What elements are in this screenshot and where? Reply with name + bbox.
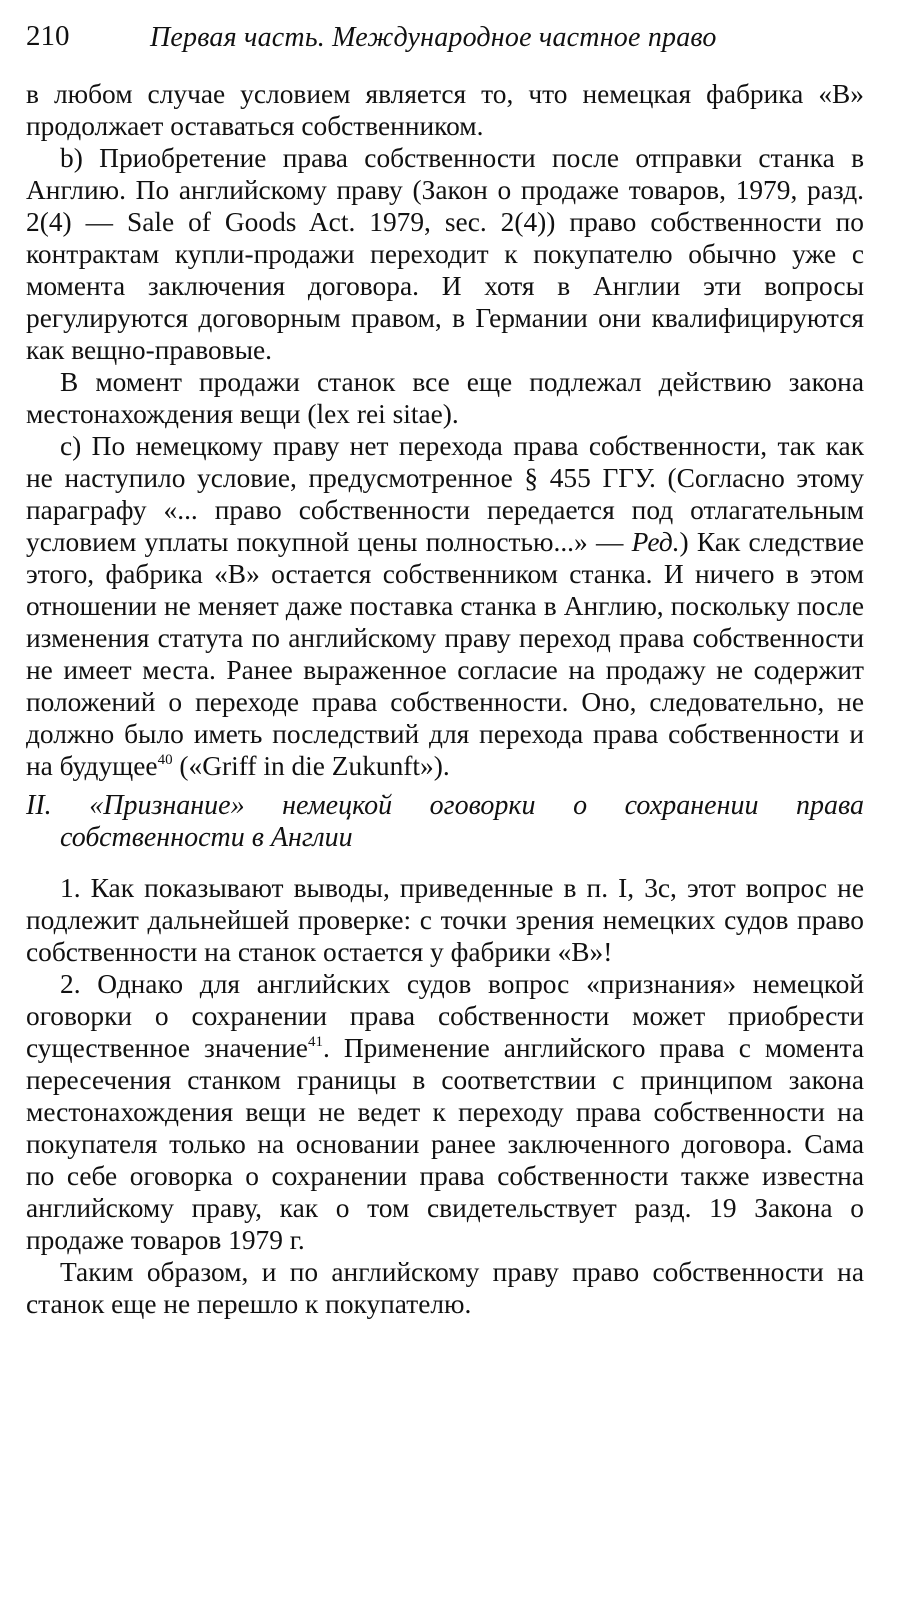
- paragraph-conclusion: Таким образом, и по английскому праву право собственности на станок еще не перешло к покупателю.: [26, 1257, 864, 1319]
- footnote-ref-41[interactable]: 41: [307, 1034, 323, 1050]
- paragraph-c-text-1: c) По немецкому праву нет перехода права собственности, так как не наступило условие, предусмотренное § 455 ГГУ. (Согласно этому параграфу «... право собственности передается под отлагательным условием уплаты покупной цены полностью...» —: [26, 431, 864, 557]
- paragraph-c-text-3: («Griff in die Zukunft»).: [172, 751, 450, 781]
- editor-note: Ред.: [631, 527, 680, 557]
- footnote-ref-40[interactable]: 40: [157, 752, 173, 768]
- paragraph-2-text-2: . Применение английского права с момента пересечения станком границы в соответствии с принципом закона местонахождения вещи не ведет к переходу права собственности на покупателя только на основании ранее заключенного договора. Сама по себе оговорка о сохранении права собственности также известна английскому праву, как о том свидетельствует разд. 19 Закона о продаже товаров 1979 г.: [26, 1033, 864, 1255]
- running-title: Первая часть. Международное частное право: [150, 22, 717, 53]
- running-head: [26, 14, 896, 54]
- paragraph-c-text-2: ) Как следствие этого, фабрика «B» остается собственником станка. И ничего в этом отношении не меняет даже поставка станка в Англию, поскольку после изменения статута по английскому праву переход права собственности не имеет места. Ранее выраженное согласие на продажу не содержит положений о переходе права собственности. Оно, следовательно, не должно было иметь последствий для перехода права собственности и на будущее: [26, 527, 864, 781]
- section-heading: II. «Признание» немецкой оговорки о сохранении права собственности в Англии: [26, 790, 864, 853]
- body-text: [26, 78, 864, 1320]
- paragraph-lex-rei-sitae: В момент продажи станок все еще подлежал действию закона местонахождения вещи (lex rei sitae).: [26, 367, 864, 429]
- paragraph-b: b) Приобретение права собственности после отправки станка в Англию. По английскому праву (Закон о продаже товаров, 1979, разд. 2(4) — Sale of Goods Act. 1979, sec. 2(4)) право собственности по контрактам купли-продажи переходит к покупателю обычно уже с момента заключения договора. И хотя в Англии эти вопросы регулируются договорным правом, в Германии они квалифицируются как вещно-правовые.: [26, 143, 864, 365]
- paragraph-continuation: в любом случае условием является то, что немецкая фабрика «B» продолжает оставаться собственником.: [26, 79, 864, 141]
- paragraph-1: 1. Как показывают выводы, приведенные в п. I, 3c, этот вопрос не подлежит дальнейшей проверке: с точки зрения немецких судов право собственности на станок остается у фабрики «B»!: [26, 873, 864, 967]
- paragraph-2: [26, 968, 864, 1256]
- page-number: 210: [26, 20, 70, 52]
- paragraph-c: [26, 430, 864, 782]
- paragraph-2-text-1: 2. Однако для английских судов вопрос «признания» немецкой оговорки о сохранении права собственности может приобрести существенное значение: [26, 969, 864, 1063]
